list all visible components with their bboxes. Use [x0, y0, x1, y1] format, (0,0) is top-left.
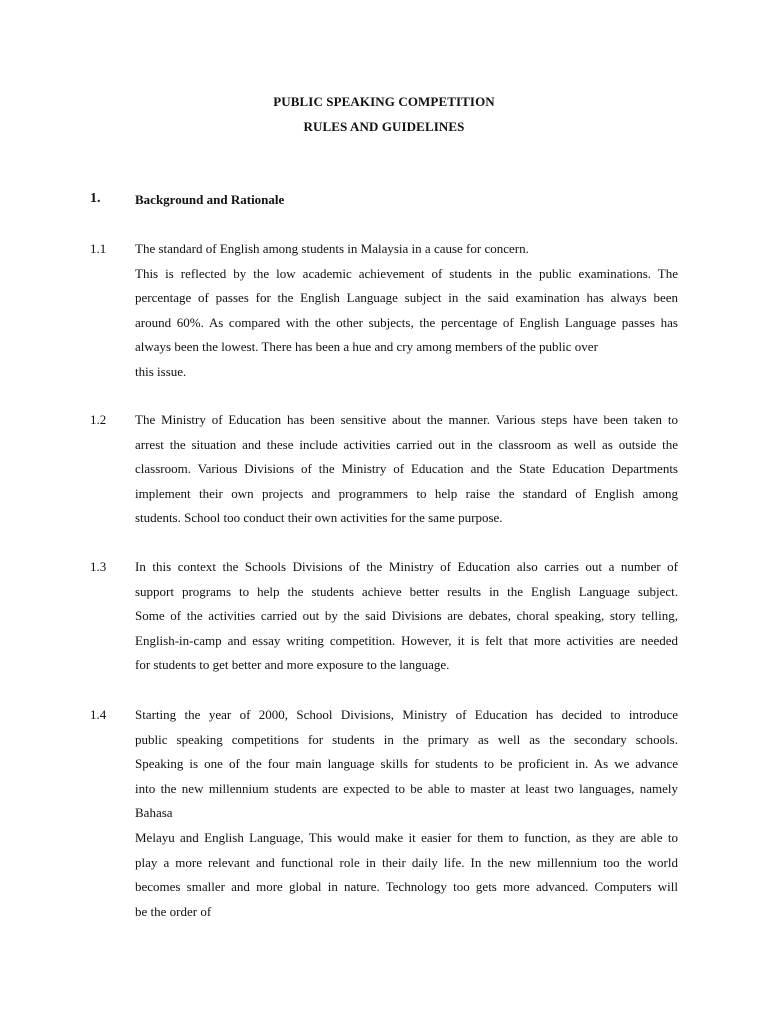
text-line: The Ministry of Education has been sensitive about the manner. Various steps have been taken to [135, 412, 678, 427]
text-line: implement their own projects and programmers to help raise the standard of English among [135, 485, 678, 501]
text-line: play a more relevant and functional role in their daily life. In the new millennium too the world [135, 854, 678, 870]
paragraph-text [135, 555, 678, 678]
text-line: The standard of English among students in Malaysia in a cause for concern. [135, 241, 529, 256]
text-line: Some of the activities carried out by the said Divisions are debates, choral speaking, story telling, [135, 608, 678, 624]
text-line: support programs to help the students achieve better results in the English Language subject. [135, 583, 678, 599]
paragraph-number: 1.2 [90, 412, 107, 427]
text-line: into the new millennium students are expected to be able to master at least two languages, namely [135, 780, 678, 796]
text-line: becomes smaller and more global in nature. Technology too gets more advanced. Computers will [135, 879, 678, 895]
text-line: for students to get better and more exposure to the language. [135, 657, 450, 673]
paragraph-text [135, 237, 678, 385]
text-line: public speaking competitions for students in the primary as well as the secondary schools. [135, 731, 678, 747]
text-line: percentage of passes for the English Language subject in the said examination has always been [135, 290, 678, 306]
text-line: arrest the situation and these include activities carried out in the classroom as well as outside the [135, 436, 678, 452]
paragraph-text [135, 408, 678, 531]
text-line: In this context the Schools Divisions of the Ministry of Education also carries out a number of [135, 559, 678, 574]
text-line: be the order of [135, 903, 212, 919]
text-line: Starting the year of 2000, School Divisions, Ministry of Education has decided to introduce [135, 707, 678, 722]
text-line: classroom. Various Divisions of the Ministry of Education and the State Education Departments [135, 461, 678, 477]
text-line: Speaking is one of the four main language skills for students to be proficient in. As we advance [135, 756, 678, 772]
text-line: this issue. [135, 363, 187, 379]
text-line: Bahasa [135, 805, 173, 821]
text-line: Melayu and English Language, This would make it easier for them to function, as they are able to [135, 829, 678, 845]
paragraph-number: 1.3 [90, 559, 107, 574]
document-title: PUBLIC SPEAKING COMPETITION [273, 94, 495, 109]
section-number: 1. [90, 191, 101, 206]
text-line: students. School too conduct their own activities for the same purpose. [135, 510, 503, 526]
document-subtitle: RULES AND GUIDELINES [303, 119, 465, 134]
text-line: around 60%. As compared with the other subjects, the percentage of English Language passes has [135, 314, 678, 330]
paragraph-number: 1.4 [90, 707, 107, 722]
section-heading: Background and Rationale [135, 192, 285, 207]
text-line: English-in-camp and essay writing competition. However, it is felt that more activities are needed [135, 632, 678, 648]
paragraph-number: 1.1 [90, 241, 107, 256]
text-line: always been the lowest. There has been a hue and cry among members of the public over [135, 339, 598, 355]
paragraph-text [135, 703, 678, 924]
text-line: This is reflected by the low academic achievement of students in the public examinations. The [135, 265, 678, 281]
